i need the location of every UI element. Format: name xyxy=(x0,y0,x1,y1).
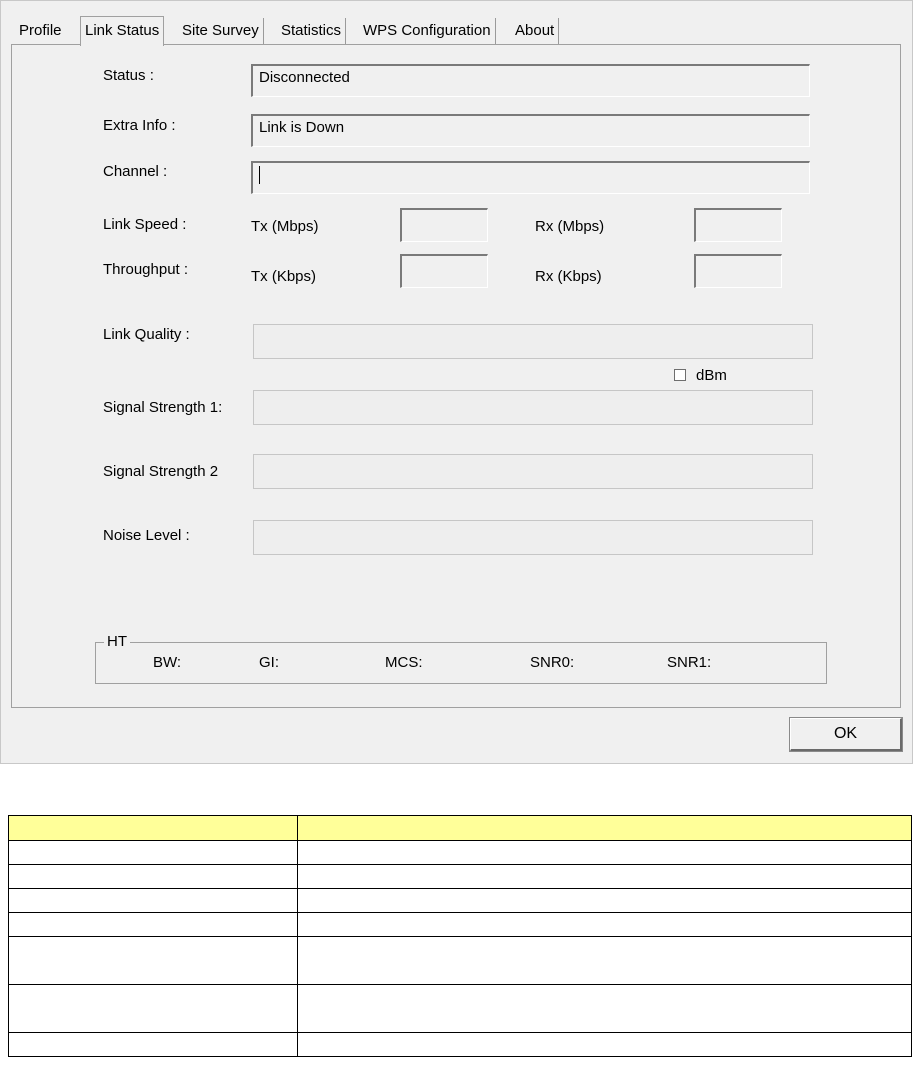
link-speed-tx-field xyxy=(400,208,488,242)
table-cell xyxy=(9,985,298,1033)
table-cell xyxy=(298,1033,912,1057)
dbm-label: dBm xyxy=(696,367,727,384)
extra-info-field: Link is Down xyxy=(251,114,810,147)
table-cell xyxy=(9,865,298,889)
link-quality-label: Link Quality : xyxy=(103,326,190,343)
status-field: Disconnected xyxy=(251,64,810,97)
table-row xyxy=(9,985,912,1033)
table-cell xyxy=(9,889,298,913)
table-cell xyxy=(298,985,912,1033)
table-cell xyxy=(298,937,912,985)
extra-info-label: Extra Info : xyxy=(103,117,176,134)
dbm-checkbox[interactable] xyxy=(674,369,686,381)
tab-statistics[interactable]: Statistics xyxy=(277,18,346,44)
ht-legend: HT xyxy=(104,633,130,650)
table-cell xyxy=(298,889,912,913)
table-header-cell xyxy=(298,816,912,841)
table-header-row xyxy=(9,816,912,841)
table-row xyxy=(9,865,912,889)
link-quality-bar xyxy=(253,324,813,359)
signal-strength-2-label: Signal Strength 2 xyxy=(103,463,219,480)
table-row xyxy=(9,937,912,985)
tab-wps-configuration[interactable]: WPS Configuration xyxy=(359,18,496,44)
throughput-label: Throughput : xyxy=(103,261,189,278)
ht-mcs-label: MCS: xyxy=(385,654,423,671)
link-speed-tx-label: Tx (Mbps) xyxy=(251,218,319,235)
ht-gi-label: GI: xyxy=(259,654,280,671)
tab-about[interactable]: About xyxy=(511,18,559,44)
table-row xyxy=(9,889,912,913)
text-caret xyxy=(259,166,260,184)
link-speed-rx-field xyxy=(694,208,782,242)
table-row xyxy=(9,913,912,937)
table-cell xyxy=(298,913,912,937)
tab-site-survey[interactable]: Site Survey xyxy=(178,18,264,44)
ok-button[interactable]: OK xyxy=(790,718,902,751)
link-speed-label: Link Speed : xyxy=(103,216,187,233)
ht-groupbox xyxy=(95,633,827,684)
ht-snr1-label: SNR1: xyxy=(667,654,712,671)
channel-field xyxy=(251,161,810,194)
tab-profile[interactable]: Profile xyxy=(19,22,62,39)
link-speed-rx-label: Rx (Mbps) xyxy=(535,218,605,235)
table-row xyxy=(9,1033,912,1057)
description-table xyxy=(8,815,912,1057)
throughput-rx-field xyxy=(694,254,782,288)
noise-level-bar xyxy=(253,520,813,555)
throughput-tx-label: Tx (Kbps) xyxy=(251,268,317,285)
tab-link-status[interactable]: Link Status xyxy=(80,16,164,46)
ht-bw-label: BW: xyxy=(153,654,182,671)
throughput-rx-label: Rx (Kbps) xyxy=(535,268,602,285)
ht-snr0-label: SNR0: xyxy=(530,654,575,671)
table-row xyxy=(9,841,912,865)
table-cell xyxy=(9,1033,298,1057)
table-cell xyxy=(298,841,912,865)
status-label: Status : xyxy=(103,67,154,84)
throughput-tx-field xyxy=(400,254,488,288)
signal-strength-2-bar xyxy=(253,454,813,489)
channel-label: Channel : xyxy=(103,163,168,180)
table-cell xyxy=(9,841,298,865)
signal-strength-1-bar xyxy=(253,390,813,425)
table-cell xyxy=(298,865,912,889)
table-cell xyxy=(9,937,298,985)
table-header-cell xyxy=(9,816,298,841)
signal-strength-1-label: Signal Strength 1: xyxy=(103,399,223,416)
table-cell xyxy=(9,913,298,937)
noise-level-label: Noise Level : xyxy=(103,527,190,544)
